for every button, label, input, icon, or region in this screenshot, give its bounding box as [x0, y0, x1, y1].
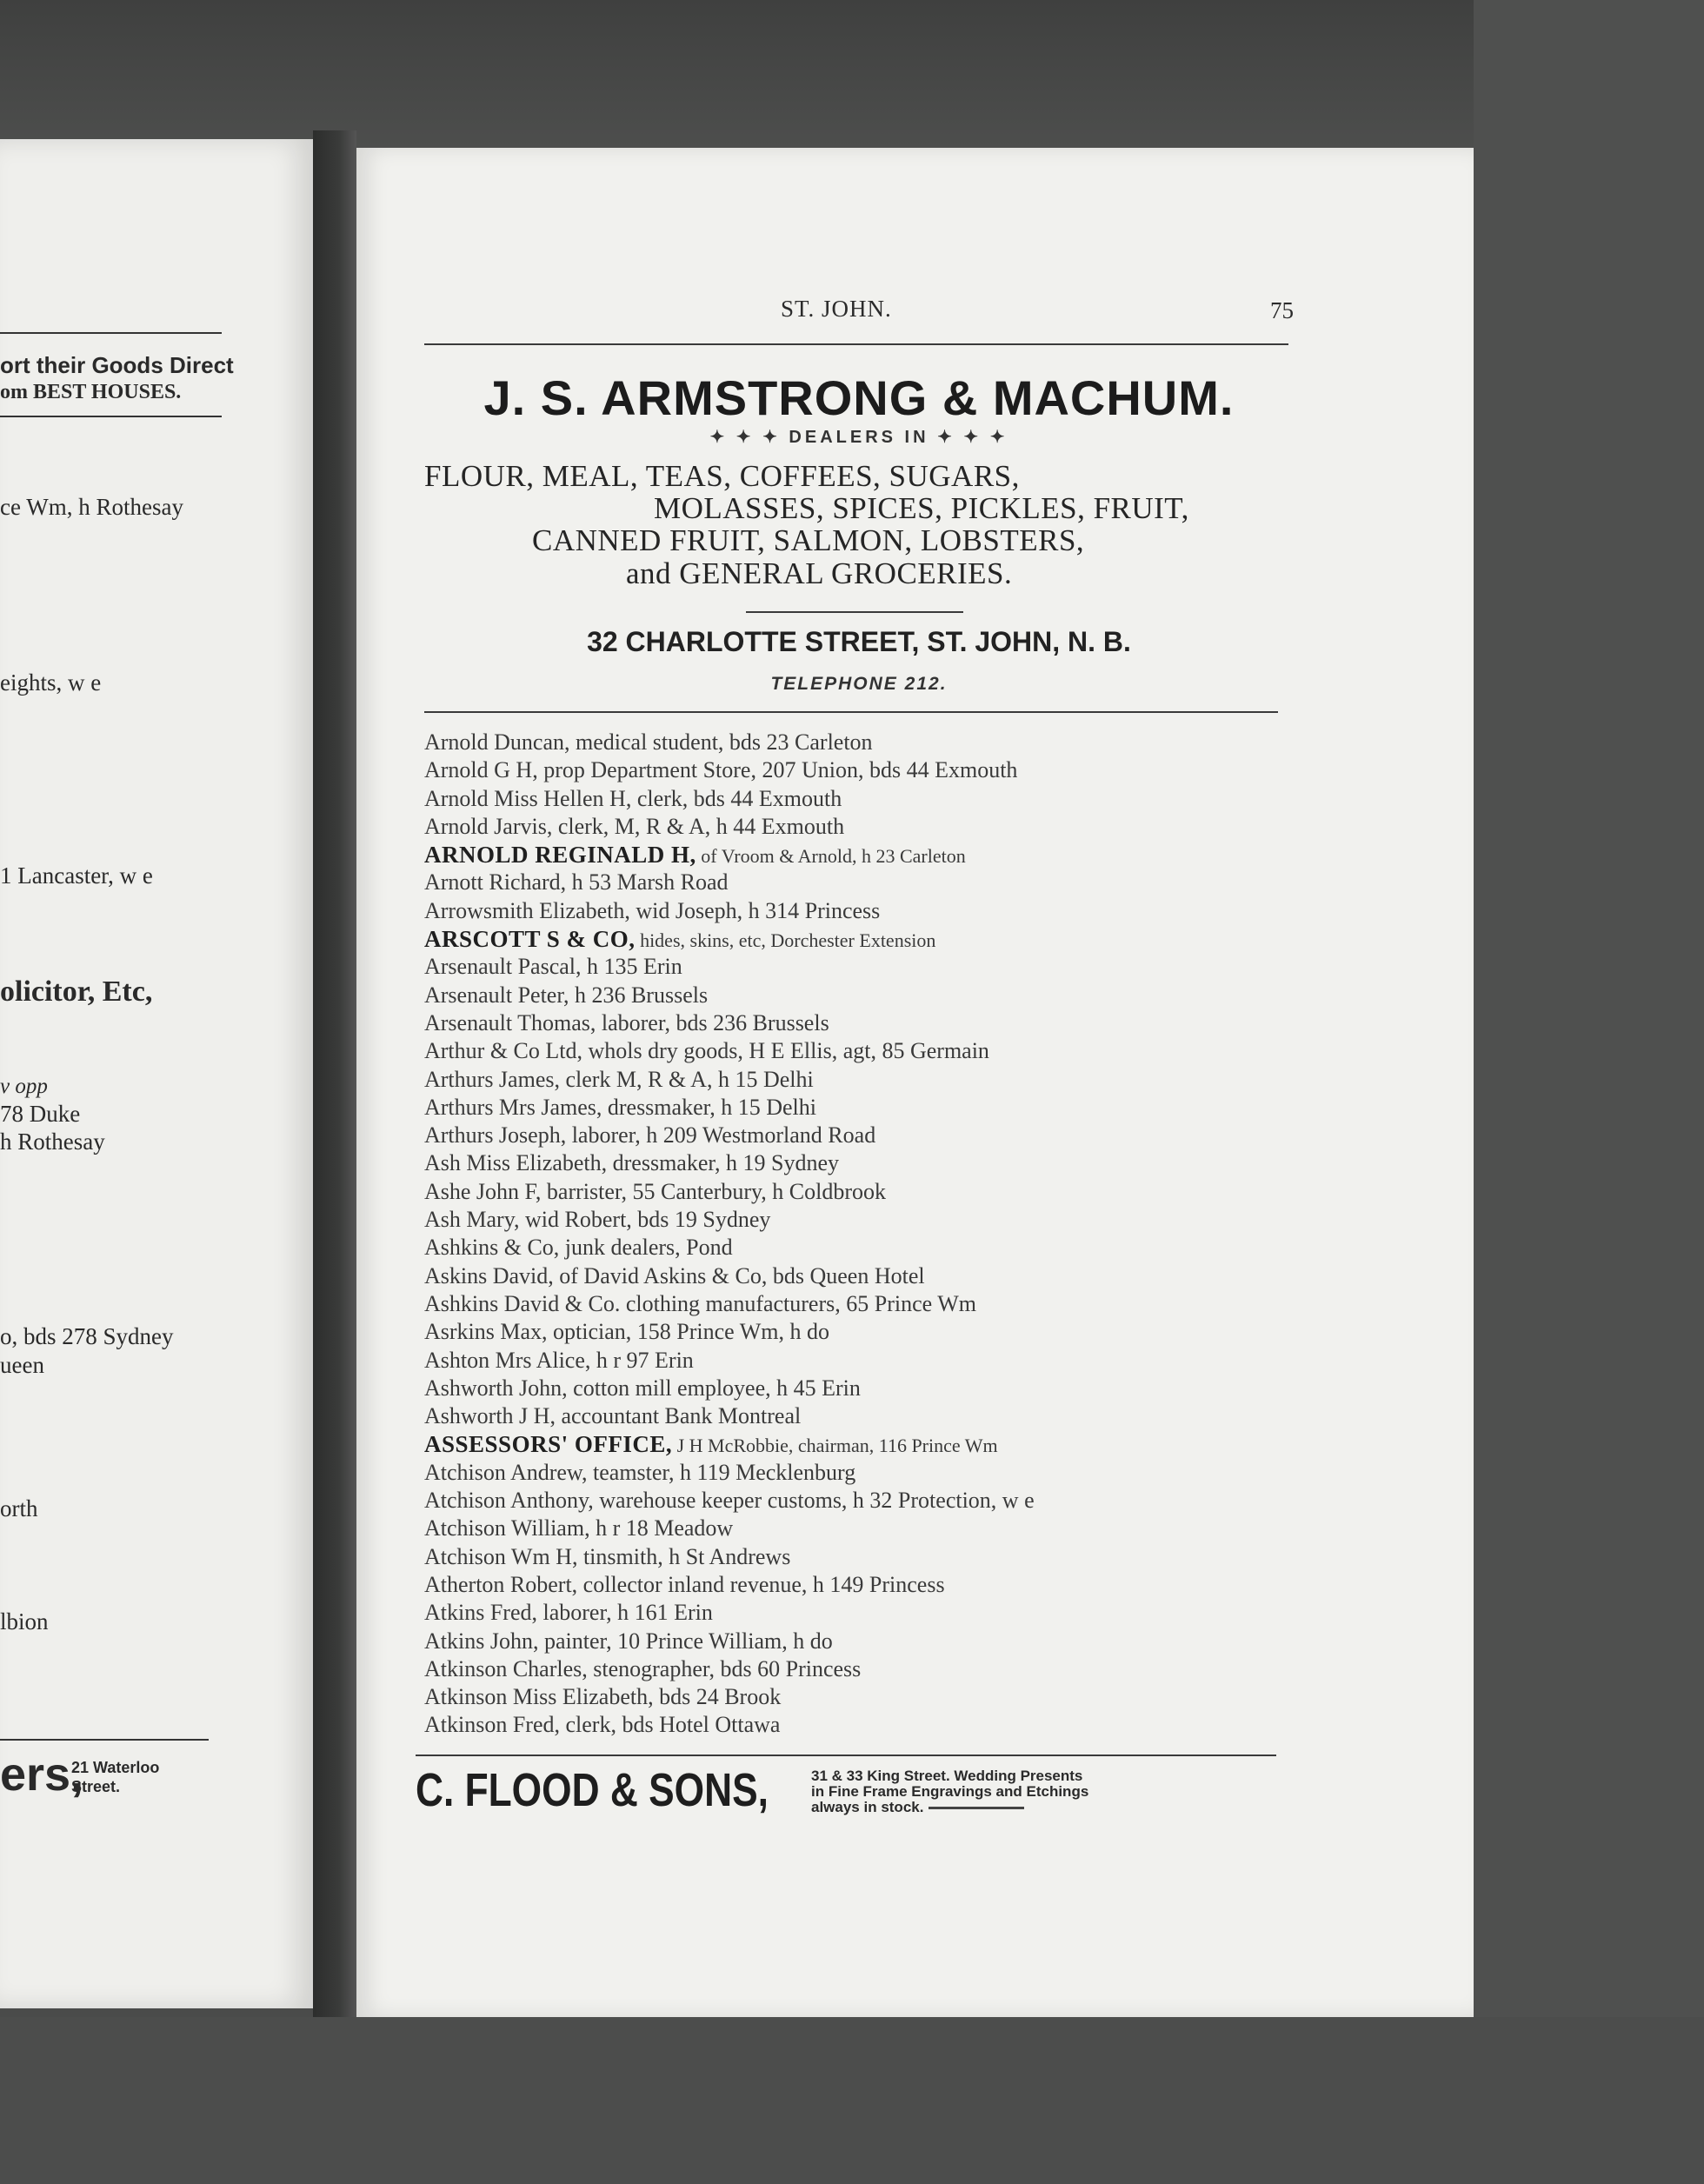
- directory-entry: [424, 1430, 1294, 1458]
- page-header: [424, 296, 1294, 330]
- left-page-rule: [0, 332, 222, 334]
- directory-entry: [424, 925, 1294, 953]
- entry-text: Atherton Robert, collector inland revenue, h 149 Princess: [424, 1571, 945, 1597]
- entry-bold-name: ASSESSORS' OFFICE,: [424, 1431, 673, 1458]
- directory-entry: [424, 1487, 1294, 1515]
- directory-entry: [424, 1290, 1294, 1318]
- directory-entry: [424, 1262, 1294, 1290]
- directory-entry: [424, 756, 1294, 784]
- running-head: ST. JOHN.: [781, 296, 892, 322]
- left-fragment: 1 Lancaster, w e: [0, 862, 153, 889]
- directory-entry: [424, 982, 1294, 1009]
- directory-entry: [424, 1375, 1294, 1402]
- entry-text: Ashworth John, cotton mill employee, h 45 Erin: [424, 1375, 861, 1401]
- left-fragment: eights, w e: [0, 669, 102, 696]
- directory-entry: [424, 1066, 1294, 1094]
- left-fragment: ueen: [0, 1352, 44, 1378]
- directory-entry: [424, 1655, 1294, 1683]
- directory-entry: [424, 1234, 1294, 1262]
- directory-entry: [424, 841, 1294, 869]
- footer-rule: [416, 1755, 1276, 1756]
- page-number: 75: [1270, 297, 1294, 323]
- entry-text: Atkinson Miss Elizabeth, bds 24 Brook: [424, 1684, 782, 1710]
- directory-entries: [424, 729, 1294, 1740]
- advertisement-goods-line: and GENERAL GROCERIES.: [626, 556, 1013, 590]
- left-fragment: lbion: [0, 1608, 49, 1635]
- left-fragment: orth: [0, 1495, 38, 1521]
- entry-text: Arthurs Mrs James, dressmaker, h 15 Delhi: [424, 1094, 816, 1120]
- left-fragment: ce Wm, h Rothesay: [0, 494, 183, 520]
- directory-entry: [424, 1599, 1294, 1627]
- left-page-rule: [0, 416, 222, 417]
- advertisement-telephone: TELEPHONE 212.: [770, 674, 948, 694]
- directory-entry: [424, 1206, 1294, 1234]
- entry-text: Atkins John, painter, 10 Prince William, h do: [424, 1628, 833, 1654]
- scan-background-top: [0, 0, 1704, 148]
- directory-entry: [424, 1178, 1294, 1206]
- footer-details: [811, 1768, 1298, 1815]
- entry-bold-name: ARNOLD REGINALD H,: [424, 842, 696, 869]
- directory-entry: [424, 1037, 1294, 1065]
- entry-text: Arsenault Peter, h 236 Brussels: [424, 982, 709, 1008]
- directory-entry: [424, 1515, 1294, 1542]
- left-fragment: olicitor, Etc,: [0, 975, 153, 1008]
- advertisement-short-rule: [746, 611, 963, 613]
- entry-text: Arsenault Pascal, h 135 Erin: [424, 954, 682, 980]
- left-page: [0, 139, 313, 2008]
- entry-text: Arsenault Thomas, laborer, bds 236 Brussels: [424, 1009, 829, 1035]
- footer-details-line: in Fine Frame Engravings and Etchings: [811, 1783, 1089, 1800]
- footer-details-line: 31 & 33 King Street. Wedding Presents: [811, 1768, 1083, 1784]
- advertisement-goods-line: FLOUR, MEAL, TEAS, COFFEES, SUGARS,: [424, 459, 1020, 493]
- entry-text: Arthurs James, clerk M, R & A, h 15 Delhi: [424, 1066, 814, 1092]
- entry-text: Ash Miss Elizabeth, dressmaker, h 19 Sydney: [424, 1150, 840, 1176]
- book-gutter: [313, 130, 356, 2026]
- directory-entry: [424, 869, 1294, 896]
- advertisement-goods-line: MOLASSES, SPICES, PICKLES, FRUIT,: [654, 491, 1189, 525]
- footer-advertisement: [416, 1763, 1294, 1833]
- left-footer-address: 21 Waterloo Street.: [71, 1759, 160, 1795]
- entry-text: Ashworth J H, accountant Bank Montreal: [424, 1403, 802, 1429]
- entry-text: Arthurs Joseph, laborer, h 209 Westmorland Road: [424, 1122, 876, 1149]
- directory-entry: [424, 1009, 1294, 1037]
- directory-entry: [424, 813, 1294, 841]
- entry-detail: of Vroom & Arnold, h 23 Carleton: [696, 845, 966, 868]
- entry-text: Arnold Miss Hellen H, clerk, bds 44 Exmouth: [424, 785, 842, 811]
- entry-text: Arnott Richard, h 53 Marsh Road: [424, 869, 729, 896]
- directory-entry: [424, 1122, 1294, 1149]
- left-page-rule: [0, 1739, 209, 1741]
- directory-entry: [424, 729, 1294, 756]
- entry-text: Atkinson Charles, stenographer, bds 60 Princess: [424, 1655, 862, 1681]
- footer-details-text: always in stock.: [811, 1799, 924, 1815]
- directory-entry: [424, 1094, 1294, 1122]
- advertisement-firm-name: J. S. ARMSTRONG & MACHUM.: [483, 370, 1235, 425]
- directory-entry: [424, 1347, 1294, 1375]
- entry-text: Atkinson Fred, clerk, bds Hotel Ottawa: [424, 1712, 781, 1738]
- entry-text: Atchison Andrew, teamster, h 119 Mecklenburg: [424, 1459, 856, 1485]
- entry-text: Ashe John F, barrister, 55 Canterbury, h Coldbrook: [424, 1178, 887, 1204]
- directory-entry: [424, 1683, 1294, 1711]
- entry-text: Atkins Fred, laborer, h 161 Erin: [424, 1600, 713, 1626]
- left-fragment: v opp: [0, 1075, 48, 1098]
- entry-detail: J H McRobbie, chairman, 116 Prince Wm: [672, 1435, 998, 1457]
- footer-details-line: [811, 1800, 1298, 1815]
- scan-background-right: [1474, 0, 1704, 2184]
- header-rule: [424, 343, 1288, 345]
- entry-text: Arnold G H, prop Department Store, 207 Union, bds 44 Exmouth: [424, 757, 1018, 783]
- entry-text: Arnold Jarvis, clerk, M, R & A, h 44 Exmouth: [424, 813, 845, 839]
- left-fragment: h Rothesay: [0, 1129, 105, 1155]
- left-banner-line2: om BEST HOUSES.: [0, 381, 182, 403]
- entry-text: Atchison Wm H, tinsmith, h St Andrews: [424, 1543, 791, 1569]
- entry-detail: hides, skins, etc, Dorchester Extension: [635, 929, 936, 952]
- directory-entry: [424, 1571, 1294, 1599]
- left-fragment: 78 Duke: [0, 1101, 81, 1127]
- advertisement-goods-line: CANNED FRUIT, SALMON, LOBSTERS,: [532, 523, 1085, 557]
- footer-firm-name: C. FLOOD & SONS,: [416, 1764, 769, 1816]
- advertisement-address: 32 CHARLOTTE STREET, ST. JOHN, N. B.: [587, 626, 1131, 657]
- left-footer-firm: ers,: [0, 1748, 84, 1801]
- scan-background-bottom: [0, 2017, 1704, 2184]
- directory-entry: [424, 785, 1294, 813]
- entry-text: Ash Mary, wid Robert, bds 19 Sydney: [424, 1207, 771, 1233]
- left-fragment: o, bds 278 Sydney: [0, 1323, 174, 1349]
- directory-entry: [424, 1543, 1294, 1571]
- directory-entry: [424, 1459, 1294, 1487]
- directory-entry: [424, 1149, 1294, 1177]
- left-banner-line1: ort their Goods Direct: [0, 352, 234, 378]
- directory-entry: [424, 953, 1294, 981]
- entry-text: Atchison Anthony, warehouse keeper customs, h 32 Protection, w e: [424, 1488, 1035, 1514]
- advertisement-dealers-in: ✦ ✦ ✦ DEALERS IN ✦ ✦ ✦: [709, 428, 1008, 447]
- entry-text: Arnold Duncan, medical student, bds 23 Carleton: [424, 729, 873, 755]
- entry-text: Ashkins David & Co. clothing manufacturers, 65 Prince Wm: [424, 1290, 976, 1316]
- entry-text: Askins David, of David Askins & Co, bds Queen Hotel: [424, 1262, 925, 1288]
- directory-entry: [424, 1628, 1294, 1655]
- advertisement-bottom-rule: [424, 711, 1278, 713]
- entry-text: Atchison William, h r 18 Meadow: [424, 1515, 734, 1541]
- directory-entry: [424, 1711, 1294, 1739]
- entry-bold-name: ARSCOTT S & CO,: [424, 926, 636, 953]
- flourish-ornament: [929, 1807, 1024, 1809]
- entry-text: Arthur & Co Ltd, whols dry goods, H E Ellis, agt, 85 Germain: [424, 1038, 989, 1064]
- directory-entry: [424, 1402, 1294, 1430]
- entry-text: Arrowsmith Elizabeth, wid Joseph, h 314 Princess: [424, 897, 881, 923]
- directory-entry: [424, 897, 1294, 925]
- entry-text: Ashton Mrs Alice, h r 97 Erin: [424, 1347, 694, 1373]
- directory-entry: [424, 1318, 1294, 1346]
- entry-text: Ashkins & Co, junk dealers, Pond: [424, 1235, 733, 1261]
- entry-text: Asrkins Max, optician, 158 Prince Wm, h do: [424, 1319, 830, 1345]
